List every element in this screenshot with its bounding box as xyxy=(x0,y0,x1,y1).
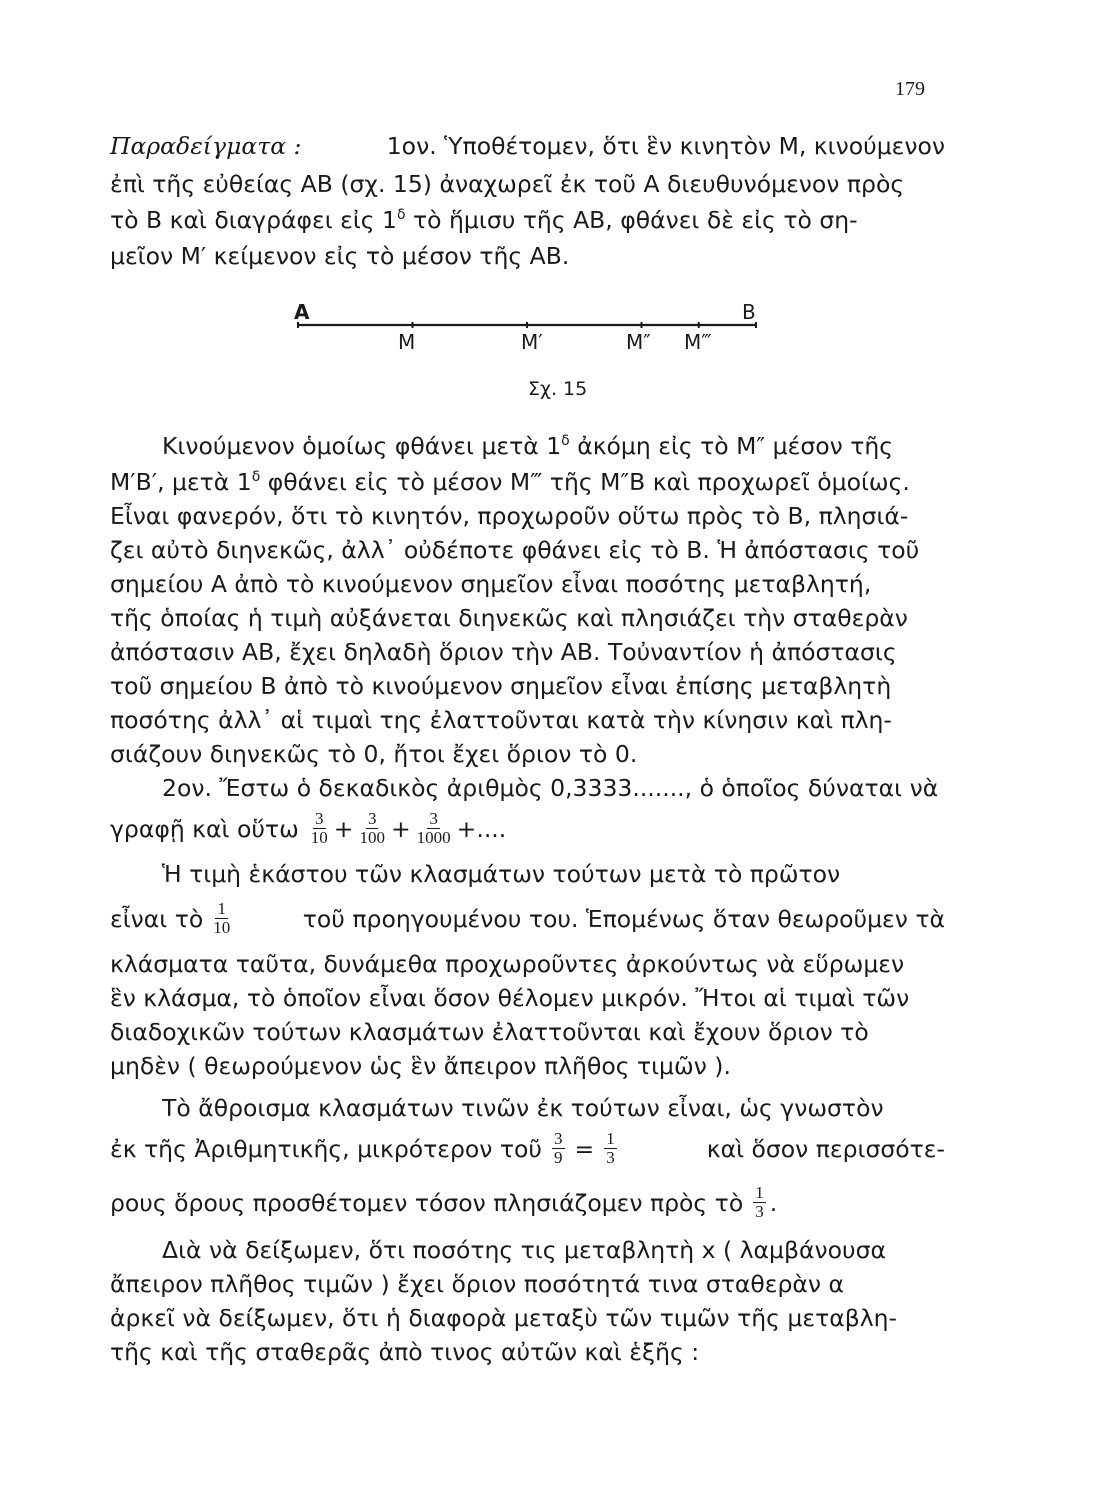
para5-line3 xyxy=(110,1184,945,1221)
para2-line9-text: ποσότης ἀλλ᾿ αἱ τιμαὶ της ἐλαττοῦνται κατὰ τὴν κίνησιν καὶ πλη- xyxy=(110,706,892,734)
para4-line1 xyxy=(162,858,945,890)
frac-den: 9 xyxy=(554,1148,563,1167)
para4-line5 xyxy=(110,1016,945,1048)
para4-line2-left xyxy=(110,900,236,937)
frac-den: 3 xyxy=(755,1202,764,1221)
fraction-1-10 xyxy=(211,900,232,937)
fraction-1-3-b xyxy=(753,1184,766,1221)
para1-line3-a: τὸ Β καὶ διαγράφει εἰς 1 xyxy=(110,206,397,234)
label-m4: Μ‴ xyxy=(684,330,712,354)
para2-line2-a: Μ′Β′, μετὰ 1 xyxy=(110,468,252,496)
para6-line1 xyxy=(162,1234,945,1266)
para2-line3-text: Εἶναι φανερόν, ὅτι τὸ κινητόν, προχωροῦν οὕτω πρὸς τὸ Β, πλησιά- xyxy=(110,502,909,530)
para1-line2 xyxy=(110,168,945,200)
para2-line2-b: φθάνει εἰς τὸ μέσον Μ‴ τῆς Μ″Β καὶ προχωρεῖ ὁμοίως. xyxy=(260,468,910,496)
para6-line3-text: ἀρκεῖ νὰ δείξωμεν, ὅτι ἡ διαφορὰ μεταξὺ τῶν τιμῶν τῆς μεταβλη- xyxy=(110,1304,897,1332)
label-a: A xyxy=(294,300,310,324)
para4-line5-text: διαδοχικῶν τούτων κλασμάτων ἐλαττοῦνται καὶ ἔχουν ὅριον τὸ xyxy=(110,1018,869,1046)
frac-num: 1 xyxy=(606,1129,615,1148)
para2-line6 xyxy=(110,602,945,634)
para2-line1 xyxy=(162,430,945,462)
para5-line3-b: . xyxy=(769,1188,778,1217)
frac-den: 100 xyxy=(359,828,385,847)
para5-line2-a: ἐκ τῆς Ἀριθμητικῆς, μικρότερον τοῦ xyxy=(110,1134,542,1163)
label-b: B xyxy=(742,300,756,324)
plus-sign: + xyxy=(333,814,354,843)
para1-line3 xyxy=(110,204,945,236)
para4-line4 xyxy=(110,982,945,1014)
para5-line2-b: καὶ ὅσον περισσότε- xyxy=(706,1134,945,1163)
fraction-1-3 xyxy=(604,1130,617,1167)
para3-line1 xyxy=(162,772,945,804)
para1-line4-text: μεῖον Μ′ κείμενον εἰς τὸ μέσον τῆς ΑΒ. xyxy=(110,242,570,270)
equals-sign: = xyxy=(574,1134,595,1163)
label-m2: Μ′ xyxy=(521,330,543,354)
para6-line4 xyxy=(110,1336,945,1368)
frac-den: 10 xyxy=(213,918,231,937)
para4-line3 xyxy=(110,948,945,980)
frac-num: 3 xyxy=(367,809,377,828)
frac-num: 3 xyxy=(429,809,438,828)
frac-den: 10 xyxy=(310,828,328,847)
frac-den: 1000 xyxy=(416,828,451,847)
para4-line3-text: κλάσματα ταῦτα, δυνάμεθα προχωροῦντες ἀρκούντως νὰ εὕρωμεν xyxy=(110,950,905,978)
para1-line2-text: ἐπὶ τῆς εὐθείας ΑΒ (σχ. 15) ἀναχωρεῖ ἐκ τοῦ Α διευθυνόμενον πρὸς xyxy=(110,170,905,198)
para4-line2 xyxy=(110,900,945,937)
para6-line1-text: Διὰ νὰ δείξωμεν, ὅτι ποσότης τις μεταβλητὴ x ( λαμβάνουσα xyxy=(162,1236,886,1264)
para4-line2-a: εἶναι τὸ xyxy=(110,904,204,933)
para2-line7-text: ἀπόστασιν ΑΒ, ἔχει δηλαδὴ ὅριον τὴν ΑΒ. Τοὐναντίον ἡ ἀπόστασις xyxy=(110,638,897,666)
para1-line3-sup: δ xyxy=(396,207,406,224)
para2-line4 xyxy=(110,534,945,566)
para6-line3 xyxy=(110,1302,945,1334)
para2-line1-b: ἀκόμη εἰς τὸ Μ″ μέσον τῆς xyxy=(569,432,894,460)
label-m3: Μ″ xyxy=(626,330,651,354)
para2-line5-text: σημείου Α ἀπὸ τὸ κινούμενον σημεῖον εἶναι ποσότης μεταβλητή, xyxy=(110,570,872,598)
para2-line10-text: σιάζουν διηνεκῶς τὸ 0, ἤτοι ἔχει ὅριον τὸ 0. xyxy=(110,740,638,768)
para2-line10 xyxy=(110,738,945,770)
para5-line3-a: ρους ὅρους προσθέτομεν τόσον πλησιάζομεν πρὸς τὸ xyxy=(110,1188,744,1217)
para1-line1-text: 1ον. Ὑποθέτομεν, ὅτι ἓν κινητὸν Μ, κινούμενον xyxy=(386,132,945,160)
plus-sign: + xyxy=(390,814,411,843)
fraction-3-1000 xyxy=(415,810,453,847)
para4-line6 xyxy=(110,1050,945,1082)
para4-line6-text: μηδὲν ( θεωρούμενον ὡς ἓν ἄπειρον πλῆθος τιμῶν ). xyxy=(110,1052,731,1080)
frac-den: 3 xyxy=(606,1148,615,1167)
para2-line2 xyxy=(110,466,945,498)
fraction-3-10 xyxy=(309,810,330,847)
para2-line6-text: τῆς ὁποίας ἡ τιμὴ αὐξάνεται διηνεκῶς καὶ πλησιάζει τὴν σταθερὰν xyxy=(110,604,908,632)
para2-line1-sup: δ xyxy=(561,433,570,450)
frac-num: 3 xyxy=(315,809,324,828)
para1-line3-b: τὸ ἥμισυ τῆς ΑΒ, φθάνει δὲ εἰς τὸ ση- xyxy=(405,206,858,234)
para2-line3 xyxy=(110,500,945,532)
para2-line9 xyxy=(110,704,945,736)
frac-num: 1 xyxy=(755,1183,764,1202)
para5-line2-left xyxy=(110,1130,621,1167)
para2-line1-text xyxy=(162,430,893,462)
para2-line5 xyxy=(110,568,945,600)
fraction-3-100 xyxy=(357,810,387,847)
para1-line3-text xyxy=(110,204,858,236)
para4-line1-text: Ἡ τιμὴ ἑκάστου τῶν κλασμάτων τούτων μετὰ τὸ πρῶτον xyxy=(162,860,841,888)
para2-line8-text: τοῦ σημείου Β ἀπὸ τὸ κινούμενον σημεῖον εἶναι ἐπίσης μεταβλητὴ xyxy=(110,672,892,700)
para3-line2 xyxy=(110,810,945,847)
para6-line2 xyxy=(110,1268,945,1300)
para2-line1-a: Κινούμενον ὁμοίως φθάνει μετὰ 1 xyxy=(162,432,562,460)
para3-line1-text: 2ον. Ἔστω ὁ δεκαδικὸς ἀριθμὸς 0,3333......., ὁ ὁποῖος δύναται νὰ xyxy=(162,774,939,802)
figure-caption: Σχ. 15 xyxy=(528,378,588,400)
frac-num: 3 xyxy=(554,1129,563,1148)
para3-line2-a: γραφῇ καὶ οὕτω xyxy=(110,814,299,843)
fraction-3-9 xyxy=(552,1130,565,1167)
para6-line4-text: τῆς καὶ τῆς σταθερᾶς ἀπὸ τινος αὐτῶν καὶ ἑξῆς : xyxy=(110,1338,700,1366)
para2-line7 xyxy=(110,636,945,668)
para2-line2-text xyxy=(110,466,910,498)
para2-line8 xyxy=(110,670,945,702)
para4-line4-text: ἓν κλάσμα, τὸ ὁποῖον εἶναι ὅσον θέλομεν μικρόν. Ἤτοι αἱ τιμαὶ τῶν xyxy=(110,984,910,1012)
para5-line1-text: Τὸ ἄθροισμα κλασμάτων τινῶν ἐκ τούτων εἶναι, ὡς γνωστὸν xyxy=(162,1094,884,1122)
frac-num: 1 xyxy=(217,899,226,918)
para2-line4-text: ζει αὐτὸ διηνεκῶς, ἀλλ᾿ οὐδέποτε φθάνει εἰς τὸ Β. Ἡ ἀπόστασις τοῦ xyxy=(110,536,920,564)
para6-line2-text: ἄπειρον πλῆθος τιμῶν ) ἔχει ὅριον ποσότητά τινα σταθερὰν α xyxy=(110,1270,844,1298)
para4-line2-b: τοῦ προηγουμένου του. Ἑπομένως ὅταν θεωροῦμεν τὰ xyxy=(302,904,945,933)
series-tail: +.... xyxy=(456,814,507,843)
para5-line2 xyxy=(110,1130,945,1167)
examples-heading: Παραδείγματα : xyxy=(110,132,302,160)
para2-line2-sup: δ xyxy=(251,469,261,486)
page-number: 179 xyxy=(895,78,925,100)
para5-line1 xyxy=(162,1092,945,1124)
para1-line1 xyxy=(110,130,945,162)
para1-line4 xyxy=(110,240,945,272)
label-m1: Μ xyxy=(398,330,416,354)
